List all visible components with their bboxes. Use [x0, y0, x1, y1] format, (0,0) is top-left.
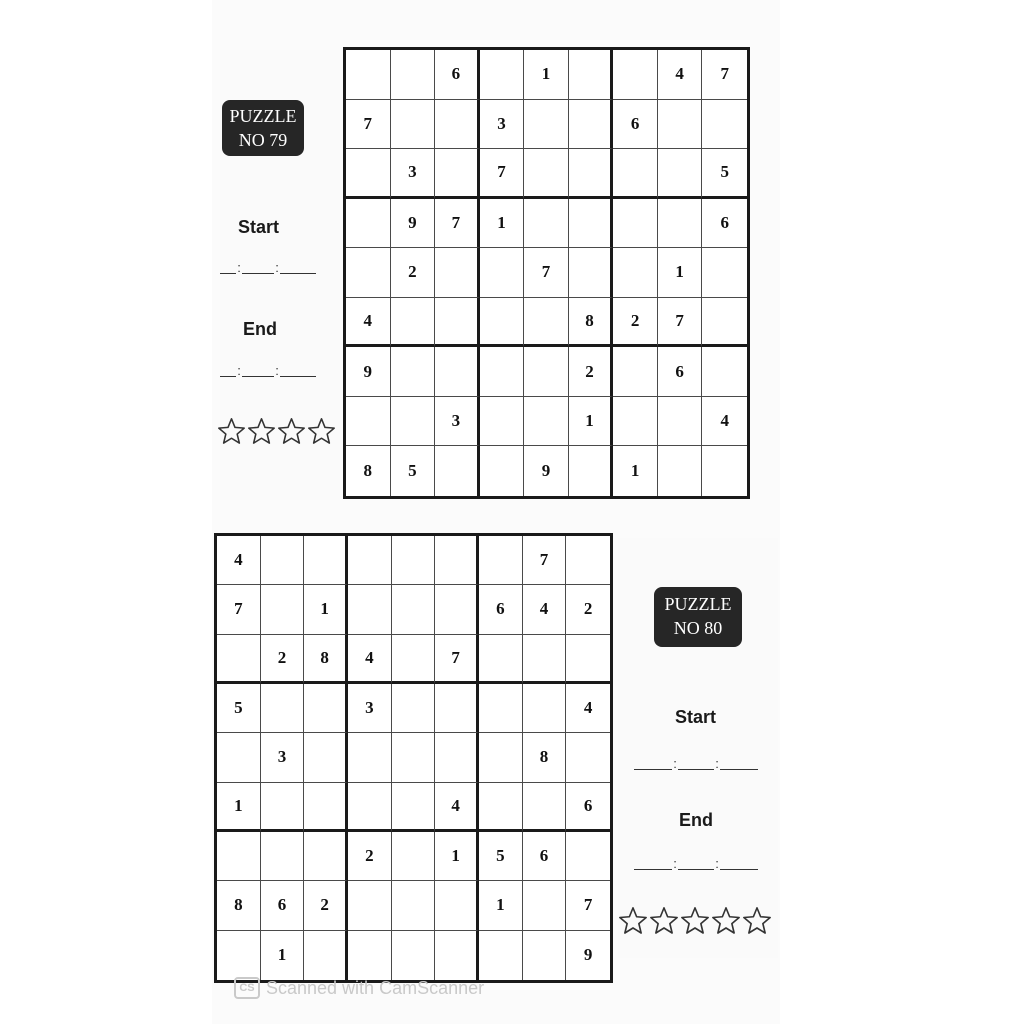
sudoku-cell[interactable]	[392, 832, 436, 881]
sudoku-cell[interactable]: 7	[435, 199, 480, 249]
sudoku-cell[interactable]	[392, 684, 436, 733]
sudoku-cell[interactable]: 2	[304, 881, 348, 930]
sudoku-cell[interactable]	[261, 684, 305, 733]
sudoku-cell[interactable]: 7	[523, 536, 567, 585]
sudoku-cell[interactable]	[346, 248, 391, 298]
sudoku-cell[interactable]	[261, 536, 305, 585]
sudoku-cell[interactable]: 6	[613, 100, 658, 150]
sudoku-cell[interactable]: 9	[524, 446, 569, 496]
sudoku-cell[interactable]	[479, 635, 523, 684]
sudoku-cell[interactable]: 3	[391, 149, 436, 199]
sudoku-cell[interactable]: 4	[523, 585, 567, 634]
sudoku-cell[interactable]	[658, 100, 703, 150]
sudoku-cell[interactable]	[613, 199, 658, 249]
sudoku-cell[interactable]: 1	[569, 397, 614, 447]
sudoku-cell[interactable]	[702, 347, 747, 397]
sudoku-cell[interactable]: 5	[479, 832, 523, 881]
puzzle-80-end-label: End	[679, 810, 713, 830]
sudoku-cell[interactable]	[392, 783, 436, 832]
sudoku-cell[interactable]	[480, 347, 525, 397]
sudoku-cell[interactable]	[569, 149, 614, 199]
sudoku-cell[interactable]	[435, 298, 480, 348]
puzzle-79-sudoku-grid	[343, 47, 750, 499]
sudoku-cell[interactable]: 4	[658, 50, 703, 100]
badge-title: PUZZLE	[229, 106, 297, 126]
sudoku-cell[interactable]	[391, 100, 436, 150]
sudoku-cell[interactable]	[566, 733, 610, 782]
puzzle-80-sudoku-grid	[214, 533, 613, 983]
sudoku-cell[interactable]	[658, 199, 703, 249]
sudoku-cell[interactable]	[658, 397, 703, 447]
sudoku-cell[interactable]	[613, 149, 658, 199]
sudoku-cell[interactable]	[479, 931, 523, 980]
sudoku-cell[interactable]: 8	[569, 298, 614, 348]
sudoku-cell[interactable]	[435, 733, 479, 782]
sudoku-cell[interactable]: 6	[658, 347, 703, 397]
sudoku-cell[interactable]	[261, 585, 305, 634]
sudoku-cell[interactable]	[392, 585, 436, 634]
star-outline-icon	[277, 417, 306, 446]
sudoku-cell[interactable]: 9	[583, 945, 593, 965]
sudoku-cell[interactable]	[261, 783, 305, 832]
sudoku-cell[interactable]: 3	[261, 733, 305, 782]
camscanner-logo-icon: CS	[234, 977, 260, 999]
puzzle-79-badge	[222, 100, 304, 156]
sudoku-cell[interactable]	[658, 149, 703, 199]
sudoku-cell[interactable]	[304, 733, 348, 782]
sudoku-cell[interactable]: 6	[702, 199, 747, 249]
sudoku-cell[interactable]	[391, 298, 436, 348]
sudoku-cell[interactable]: 8	[217, 881, 261, 930]
sudoku-cell[interactable]	[346, 50, 391, 100]
sudoku-cell[interactable]: 7	[658, 298, 703, 348]
sudoku-cell[interactable]	[261, 832, 305, 881]
sudoku-cell[interactable]	[391, 50, 436, 100]
sudoku-cell[interactable]	[217, 635, 261, 684]
sudoku-cell[interactable]	[479, 733, 523, 782]
sudoku-cell[interactable]: 1	[261, 931, 305, 980]
sudoku-cell[interactable]: 1	[479, 881, 523, 930]
star-outline-icon	[247, 417, 276, 446]
star-outline-icon	[742, 906, 772, 936]
sudoku-cell[interactable]: 5	[217, 684, 261, 733]
sudoku-cell[interactable]: 3	[435, 397, 480, 447]
sudoku-cell[interactable]	[480, 446, 525, 496]
sudoku-cell[interactable]	[524, 199, 569, 249]
sudoku-cell[interactable]: 1	[613, 446, 658, 496]
sudoku-cell[interactable]: 6	[523, 832, 567, 881]
sudoku-cell[interactable]	[569, 446, 614, 496]
sudoku-cell[interactable]: 2	[391, 248, 436, 298]
sudoku-cell[interactable]	[480, 248, 525, 298]
sudoku-cell[interactable]: 1	[524, 50, 569, 100]
badge-number: NO 80	[673, 618, 723, 638]
sudoku-cell[interactable]	[435, 881, 479, 930]
sudoku-cell[interactable]	[524, 347, 569, 397]
sudoku-cell[interactable]: 2	[569, 347, 614, 397]
sudoku-cell[interactable]: 4	[435, 783, 479, 832]
sudoku-cell[interactable]: 7	[346, 100, 391, 150]
sudoku-cell[interactable]: 2	[566, 585, 610, 634]
sudoku-cell[interactable]: 6	[566, 783, 610, 832]
sudoku-cell[interactable]	[613, 248, 658, 298]
camscanner-watermark	[234, 977, 484, 999]
sudoku-cell[interactable]	[392, 536, 436, 585]
badge-number: NO 79	[238, 130, 288, 150]
sudoku-cell[interactable]: 6	[479, 585, 523, 634]
sudoku-cell[interactable]	[566, 635, 610, 684]
sudoku-cell[interactable]	[479, 783, 523, 832]
puzzle-79-difficulty-rating	[217, 417, 336, 446]
sudoku-cell[interactable]	[217, 733, 261, 782]
sudoku-cell[interactable]: 1	[480, 199, 525, 249]
puzzle-79-end-time-field[interactable]: : :	[220, 361, 316, 377]
sudoku-cell[interactable]	[435, 347, 480, 397]
sudoku-cell[interactable]: 7	[702, 50, 747, 100]
sudoku-cell[interactable]: 3	[480, 100, 525, 150]
sudoku-cell[interactable]: 2	[613, 298, 658, 348]
sudoku-cell[interactable]	[524, 397, 569, 447]
sudoku-cell[interactable]	[348, 585, 392, 634]
sudoku-cell[interactable]: 7	[217, 585, 261, 634]
sudoku-cell[interactable]	[480, 298, 525, 348]
puzzle-80-start-time-field[interactable]: : :	[634, 754, 758, 770]
sudoku-cell[interactable]: 4	[346, 298, 391, 348]
sudoku-cell[interactable]: 7	[435, 635, 479, 684]
sudoku-cell[interactable]: 8	[346, 446, 391, 496]
sudoku-cell[interactable]: 4	[348, 635, 392, 684]
sudoku-cell[interactable]	[348, 931, 392, 980]
sudoku-cell[interactable]: 6	[435, 50, 480, 100]
sudoku-cell[interactable]	[566, 536, 610, 585]
sudoku-cell[interactable]	[435, 149, 480, 199]
sudoku-cell[interactable]	[523, 684, 567, 733]
puzzle-80-difficulty-rating	[618, 906, 772, 936]
sudoku-cell[interactable]	[702, 446, 747, 496]
star-outline-icon	[618, 906, 648, 936]
sudoku-cell[interactable]	[702, 100, 747, 150]
sudoku-cell[interactable]	[658, 446, 703, 496]
puzzle-79-start-label: Start	[238, 217, 280, 237]
sudoku-cell[interactable]	[217, 931, 261, 980]
sudoku-cell[interactable]: 5	[702, 149, 747, 199]
sudoku-cell[interactable]	[304, 684, 348, 733]
sudoku-cell[interactable]: 7	[524, 248, 569, 298]
sudoku-cell[interactable]	[392, 931, 436, 980]
sudoku-cell[interactable]	[435, 536, 479, 585]
sudoku-cell[interactable]	[569, 248, 614, 298]
sudoku-cell[interactable]	[348, 783, 392, 832]
sudoku-cell[interactable]	[392, 881, 436, 930]
sudoku-cell[interactable]	[702, 298, 747, 348]
sudoku-cell[interactable]	[217, 832, 261, 881]
sudoku-cell[interactable]: 9	[346, 347, 391, 397]
puzzle-79-end-label: End	[243, 319, 277, 339]
sudoku-cell[interactable]	[348, 536, 392, 585]
sudoku-cell[interactable]	[569, 199, 614, 249]
puzzle-80-start-label: Start	[675, 707, 717, 727]
star-outline-icon	[711, 906, 741, 936]
sudoku-cell[interactable]: 9	[391, 199, 436, 249]
sudoku-cell[interactable]	[569, 100, 614, 150]
star-outline-icon	[649, 906, 679, 936]
sudoku-cell[interactable]	[435, 684, 479, 733]
sudoku-cell[interactable]	[479, 536, 523, 585]
sudoku-cell[interactable]	[702, 248, 747, 298]
star-outline-icon	[217, 417, 246, 446]
sudoku-cell[interactable]	[304, 931, 348, 980]
sudoku-cell[interactable]: 4	[702, 397, 747, 447]
sudoku-cell[interactable]	[524, 298, 569, 348]
sudoku-cell[interactable]	[304, 832, 348, 881]
sudoku-cell[interactable]: 1	[658, 248, 703, 298]
star-outline-icon	[680, 906, 710, 936]
sudoku-cell[interactable]: 1	[304, 585, 348, 634]
sudoku-cell[interactable]: 5	[391, 446, 436, 496]
sudoku-cell[interactable]: 7	[566, 881, 610, 930]
sudoku-cell[interactable]: 1	[435, 832, 479, 881]
sudoku-cell[interactable]	[479, 684, 523, 733]
sudoku-cell[interactable]	[435, 931, 479, 980]
sudoku-cell[interactable]	[392, 635, 436, 684]
sudoku-cell[interactable]	[348, 733, 392, 782]
sudoku-cell[interactable]	[346, 397, 391, 447]
sudoku-cell[interactable]: 4	[217, 536, 261, 585]
sudoku-cell[interactable]	[613, 397, 658, 447]
sudoku-cell[interactable]	[391, 347, 436, 397]
sudoku-cell[interactable]	[613, 347, 658, 397]
sudoku-cell[interactable]	[346, 199, 391, 249]
sudoku-cell[interactable]	[392, 733, 436, 782]
sudoku-cell[interactable]	[435, 248, 480, 298]
sudoku-cell[interactable]: 2	[348, 832, 392, 881]
sudoku-cell[interactable]	[613, 50, 658, 100]
sudoku-cell[interactable]	[523, 783, 567, 832]
sudoku-cell[interactable]	[523, 931, 567, 980]
star-outline-icon	[307, 417, 336, 446]
sudoku-cell[interactable]	[524, 100, 569, 150]
watermark-text: Scanned with CamScanner	[266, 977, 485, 998]
sudoku-cell[interactable]	[523, 881, 567, 930]
sudoku-cell[interactable]	[480, 50, 525, 100]
sudoku-cell[interactable]: 8	[304, 635, 348, 684]
sudoku-cell[interactable]	[304, 536, 348, 585]
sudoku-cell[interactable]: 2	[261, 635, 305, 684]
sudoku-cell[interactable]	[435, 100, 480, 150]
sudoku-cell[interactable]: 1	[217, 783, 261, 832]
puzzle-79-start-time-field[interactable]: : :	[220, 258, 316, 274]
sudoku-cell[interactable]	[523, 635, 567, 684]
sudoku-cell[interactable]: 7	[480, 149, 525, 199]
puzzle-80-badge	[654, 587, 742, 647]
sudoku-cell[interactable]	[391, 397, 436, 447]
sudoku-cell[interactable]	[346, 149, 391, 199]
sudoku-cell[interactable]	[304, 783, 348, 832]
sudoku-cell[interactable]: 6	[261, 881, 305, 930]
sudoku-cell[interactable]	[435, 446, 480, 496]
sudoku-cell[interactable]: 3	[348, 684, 392, 733]
sudoku-cell[interactable]: 4	[566, 684, 610, 733]
puzzle-80-end-time-field[interactable]: : :	[634, 854, 758, 870]
sudoku-cell[interactable]	[435, 585, 479, 634]
badge-title: PUZZLE	[664, 594, 732, 614]
sudoku-cell[interactable]	[524, 149, 569, 199]
sudoku-cell[interactable]	[348, 881, 392, 930]
sudoku-cell[interactable]: 8	[523, 733, 567, 782]
sudoku-cell[interactable]	[566, 832, 610, 881]
sudoku-cell[interactable]	[480, 397, 525, 447]
sudoku-cell[interactable]	[569, 50, 614, 100]
